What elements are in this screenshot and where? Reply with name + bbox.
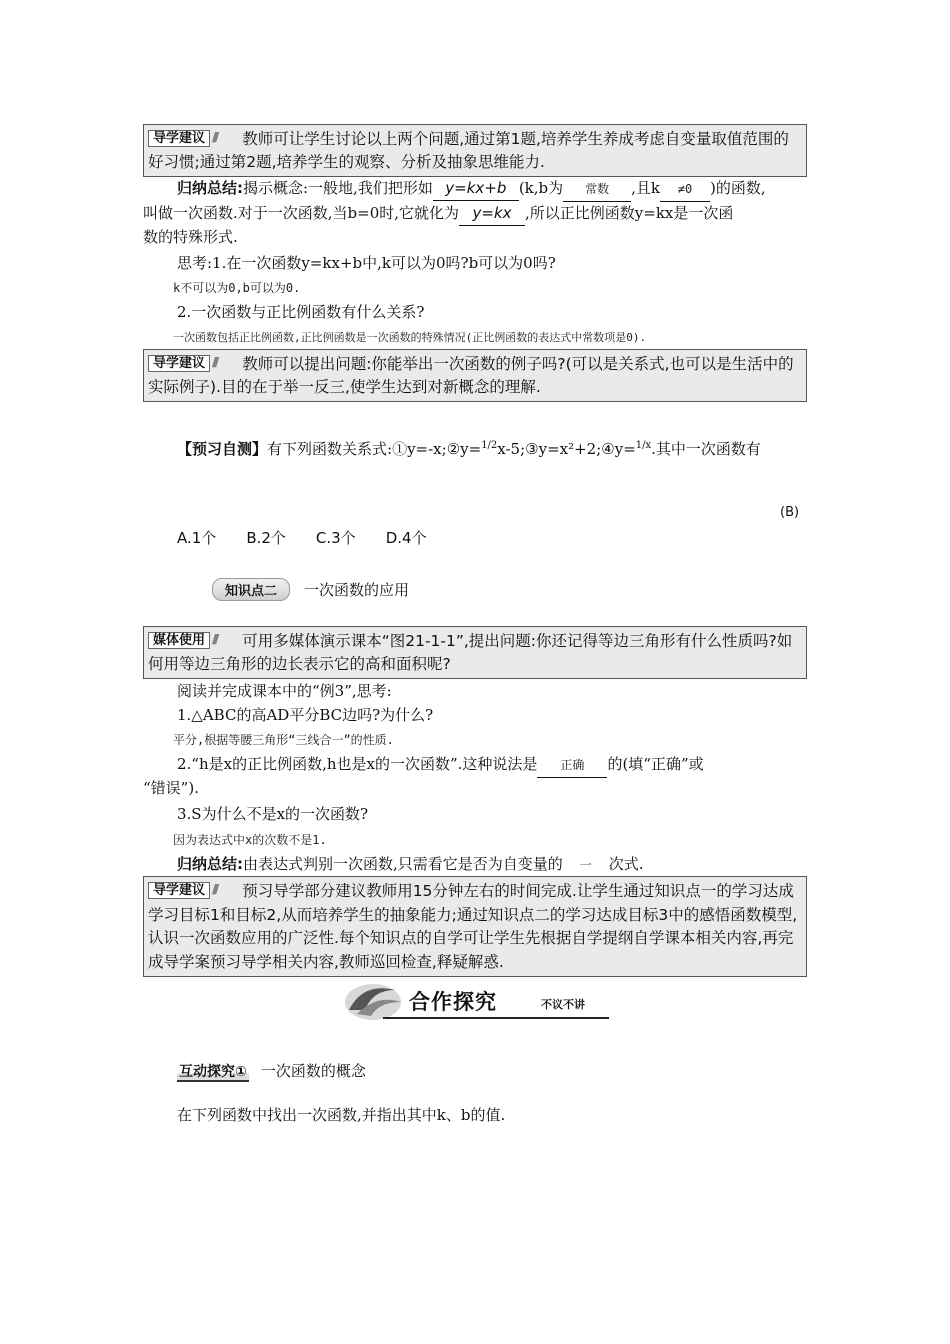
kp-tag: 知识点二 bbox=[212, 578, 290, 601]
read-question-1: 1.△ABC的高AD平分BC边吗?为什么? bbox=[177, 706, 434, 724]
hatch-decoration-icon: //// bbox=[212, 355, 217, 369]
summary-label: 归纳总结: bbox=[177, 179, 243, 197]
summary-text: 叫做一次函数.对于一次函数,当b=0时,它就化为 bbox=[143, 204, 460, 222]
think-answer-2: 一次函数包括正比例函数,正比例函数是一次函数的特殊情况(正比例函数的表达式中常数项是0). bbox=[173, 331, 647, 344]
tip-text: 可用多媒体演示课本“图21-1-1”,提出问题:你还记得等边三角形有什么性质吗?如何用等边三角形的边长表示它的高和面积呢? bbox=[148, 632, 793, 673]
explore-text: 在下列函数中找出一次函数,并指出其中k、b的值. bbox=[177, 1106, 506, 1124]
self-test-label: 【预习自测】 bbox=[177, 440, 268, 458]
option-c: C.3个 bbox=[315, 529, 356, 547]
knowledge-point-2 bbox=[212, 578, 409, 601]
summary-text: 揭示概念:一般地,我们把形如 bbox=[243, 179, 433, 197]
summary-line-2 bbox=[143, 201, 807, 226]
tip-tag: 导学建议 bbox=[148, 355, 210, 372]
tip-tag: 导学建议 bbox=[148, 130, 210, 147]
teaching-tip-2 bbox=[143, 349, 807, 402]
self-test bbox=[143, 434, 841, 461]
fraction: 1/x bbox=[635, 440, 652, 451]
summary-text: 次式. bbox=[608, 855, 644, 873]
self-test-text: 有下列函数关系式:①y=-x;②y= bbox=[267, 440, 482, 458]
summary-label: 归纳总结: bbox=[177, 855, 243, 873]
options-row bbox=[177, 527, 427, 548]
question-text: 的(填“正确”或 bbox=[607, 755, 704, 773]
think-question-2: 2.一次函数与正比例函数有什么关系? bbox=[177, 303, 425, 321]
explore-tag: 互动探究① bbox=[179, 1064, 247, 1080]
blank-answer: 一 bbox=[563, 853, 609, 878]
summary-2 bbox=[143, 852, 841, 878]
option-a: A.1个 bbox=[177, 529, 217, 547]
read-answer-1: 平分,根据等腰三角形“三线合一”的性质. bbox=[173, 733, 394, 747]
think-question-1: 思考:1.在一次函数y=kx+b中,k可以为0吗?b可以为0吗? bbox=[177, 254, 556, 272]
read-question-3: 3.S为什么不是x的一次函数? bbox=[177, 805, 369, 823]
option-b: B.2个 bbox=[246, 529, 286, 547]
summary-text: (k,b为 bbox=[518, 179, 564, 197]
blank-answer: y=kx bbox=[459, 201, 525, 226]
blank-answer: 常数 bbox=[563, 177, 631, 202]
banner-subtitle: 不议不讲 bbox=[541, 998, 585, 1011]
tip-text: 教师可以提出问题:你能举出一次函数的例子吗?(可以是关系式,也可以是生活中的实际例子).目的在于举一反三,使学生达到对新概念的理解. bbox=[148, 355, 794, 396]
media-tip bbox=[143, 626, 807, 679]
explore-header bbox=[177, 1060, 366, 1081]
tip-text: 预习导学部分建议教师用15分钟左右的时间完成.让学生通过知识点一的学习达成学习目标1和目标2,从而培养学生的抽象能力;通过知识点二的学习达成目标3中的感悟函数模型,认识一次函数应用的广泛性.每个知识点的自学可让学生先根据自学提纲自学课本相关内容,再完成导学案预习导学相关内容,教师巡回检查,释疑解惑. bbox=[148, 882, 798, 971]
read-question-2-cont: “错误”). bbox=[143, 779, 199, 797]
summary-text: )的函数, bbox=[710, 179, 766, 197]
think-answer-1: k不可以为0,b可以为0. bbox=[173, 281, 301, 295]
tip-tag: 媒体使用 bbox=[148, 632, 210, 649]
read-intro: 阅读并完成课本中的“例3”,思考: bbox=[177, 682, 392, 700]
summary-text: 由表达式判别一次函数,只需看它是否为自变量的 bbox=[243, 855, 563, 873]
blank-answer: y=kx+b bbox=[433, 176, 519, 201]
teaching-tip-4 bbox=[143, 876, 807, 977]
read-question-2 bbox=[143, 752, 841, 778]
summary-text: ,所以正比例函数y=kx是一次函 bbox=[525, 204, 734, 222]
question-text: 2.“h是x的正比例函数,h也是x的一次函数”.这种说法是 bbox=[177, 755, 538, 773]
answer-choice: (B) bbox=[780, 505, 800, 520]
kp-title: 一次函数的应用 bbox=[304, 581, 410, 599]
hatch-decoration-icon: //// bbox=[212, 882, 217, 896]
self-test-text: .其中一次函数有 bbox=[651, 440, 761, 458]
explore-title: 一次函数的概念 bbox=[260, 1062, 366, 1080]
hatch-decoration-icon: //// bbox=[212, 632, 217, 646]
self-test-text: x-5;③y=x²+2;④y= bbox=[497, 440, 636, 458]
option-d: D.4个 bbox=[385, 529, 427, 547]
tip-tag: 导学建议 bbox=[148, 882, 210, 899]
blank-answer: 正确 bbox=[537, 753, 607, 778]
teaching-tip-1 bbox=[143, 124, 807, 177]
banner-title: 合作探究 bbox=[409, 990, 497, 1014]
fraction: 1/2 bbox=[481, 440, 498, 451]
blank-answer: ≠0 bbox=[660, 177, 710, 202]
summary-line-1 bbox=[143, 176, 841, 202]
summary-line-3: 数的特殊形式. bbox=[143, 228, 238, 246]
hatch-decoration-icon: //// bbox=[212, 130, 217, 144]
tip-text: 教师可让学生讨论以上两个问题,通过第1题,培养学生养成考虑自变量取值范围的好习惯;通过第2题,培养学生的观察、分析及抽象思维能力. bbox=[148, 130, 789, 171]
summary-text: ,且k bbox=[631, 179, 660, 197]
section-banner bbox=[343, 980, 609, 1022]
read-answer-3: 因为表达式中x的次数不是1. bbox=[173, 833, 327, 847]
